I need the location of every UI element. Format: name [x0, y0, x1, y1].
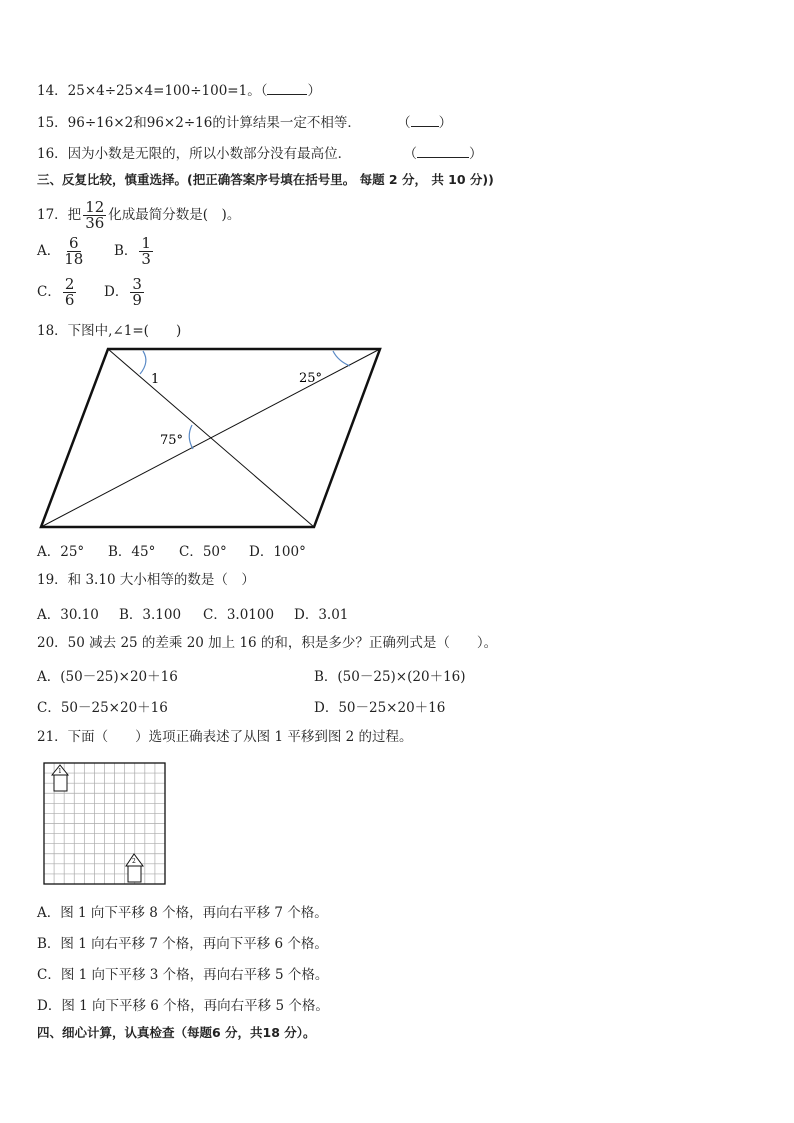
q20-option-b[interactable]: B．(50－25)×(20＋16) [314, 669, 466, 685]
house-1-label: 1 [58, 768, 62, 775]
question-15-text: 15．96÷16×2和96×2÷16的计算结果一定不相等． [37, 115, 361, 131]
question-15: 15．96÷16×2和96×2÷16的计算结果一定不相等． （ ） [37, 115, 453, 131]
q20-option-a[interactable]: A．(50－25)×20＋16 [37, 669, 178, 685]
q18-option-c[interactable]: C．50° [179, 544, 227, 560]
question-21: 21．下面（ ）选项正确表述了从图 1 平移到图 2 的过程。 [37, 729, 413, 745]
q21-option-d[interactable]: D．图 1 向下平移 6 个格，再向右平移 5 个格。 [37, 998, 329, 1014]
q20-option-c[interactable]: C．50－25×20＋16 [37, 700, 168, 716]
angle-25-label: 25° [299, 371, 323, 386]
question-16: 16．因为小数是无限的，所以小数部分没有最高位． （ ） [37, 146, 483, 162]
section-4-heading: 四、细心计算，认真检查（每题6 分，共18 分）。 [37, 1025, 316, 1040]
question-17: 17．把 $\frac{12}{36}$ 化成最简分数是( )。 [37, 198, 241, 232]
q20-option-d[interactable]: D．50－25×20＋16 [314, 700, 446, 716]
fraction-12-36: $\frac{12}{36}$ [85, 198, 105, 232]
q19-option-b[interactable]: B．3.100 [119, 607, 182, 623]
question-14-text: 14．25×4÷25×4=100÷100=1。（ [37, 83, 268, 99]
q17-option-b[interactable]: B． $\frac{1}{3}$ [114, 234, 151, 268]
question-19: 19．和 3.10 大小相等的数是（ ） [37, 572, 255, 588]
q21-option-a[interactable]: A．图 1 向下平移 8 个格，再向右平移 7 个格。 [37, 905, 328, 921]
q18-option-a[interactable]: A．25° [37, 544, 85, 560]
q19-option-d[interactable]: D．3.01 [294, 607, 349, 623]
q21-option-b[interactable]: B．图 1 向右平移 7 个格，再向下平移 6 个格。 [37, 936, 328, 952]
question-18: 18．下图中,∠1=( ) [37, 323, 182, 339]
q19-option-c[interactable]: C．3.0100 [203, 607, 275, 623]
angle-1-label: 1 [151, 372, 160, 387]
q19-option-a[interactable]: A．30.10 [37, 607, 99, 623]
q17-option-c[interactable]: C． $\frac{2}{6}$ [37, 275, 75, 309]
q18-option-b[interactable]: B．45° [108, 544, 156, 560]
q17-option-d[interactable]: D． $\frac{3}{9}$ [104, 275, 142, 309]
house-figure-2 [126, 854, 143, 882]
question-20: 20．50 减去 25 的差乘 20 加上 16 的和，积是多少？正确列式是（ ）。 [37, 635, 498, 651]
house-2-label: 2 [132, 858, 136, 865]
q18-option-d[interactable]: D．100° [249, 544, 306, 560]
angle-75-label: 75° [160, 433, 184, 448]
question-16-text: 16．因为小数是无限的，所以小数部分没有最高位． [37, 146, 352, 162]
q21-option-c[interactable]: C．图 1 向下平移 3 个格，再向右平移 5 个格。 [37, 967, 329, 983]
q17-option-a[interactable]: A． $\frac{6}{18}$ [37, 234, 84, 268]
section-3-heading: 三、反复比较，慎重选择。(把正确答案序号填在括号里。 每题 2 分， 共 10 分)) [37, 172, 494, 187]
question-14: 14．25×4÷25×4=100÷100=1。（ ） [37, 83, 321, 99]
